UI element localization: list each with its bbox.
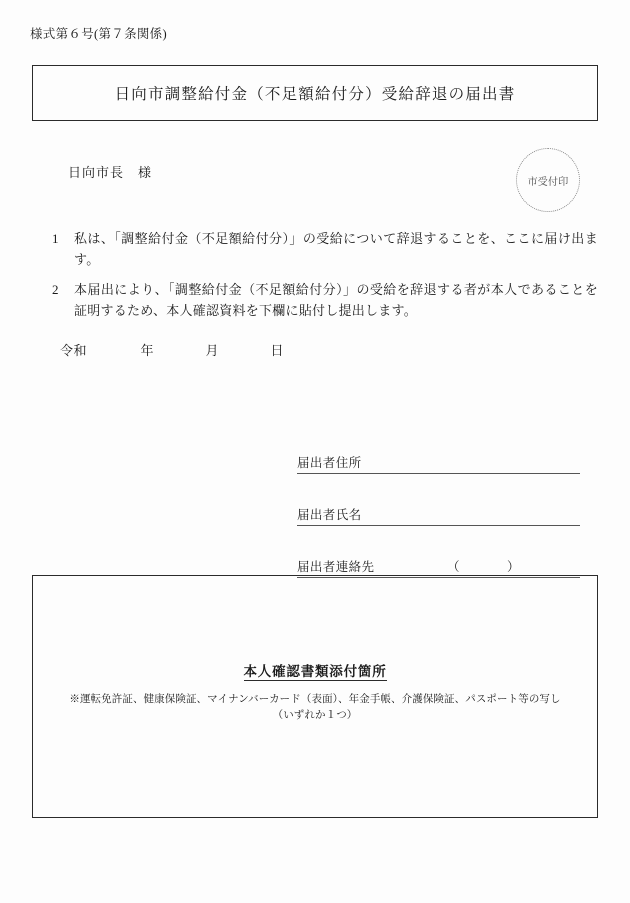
date-line[interactable] <box>60 340 284 359</box>
era-label: 令和 <box>60 343 88 358</box>
paren-open: （ <box>447 560 460 574</box>
addressee-line: 日向市長 様 <box>68 165 153 180</box>
paren-close: ） <box>506 560 520 574</box>
attachment-heading: 本人確認書類添付箇所 <box>243 664 387 679</box>
city-receipt-seal-icon <box>516 148 580 212</box>
attachment-note <box>45 692 585 724</box>
filer-contact-label: 届出者連絡先 <box>297 560 375 574</box>
filer-contact-field[interactable] <box>297 534 580 578</box>
title-box <box>32 65 598 121</box>
clause-number: 1 <box>52 231 59 246</box>
clause-text: 本届出により、「調整給付金（不足額給付分）」の受給を辞退する者が本人であることを証明するため、本人確認資料を下欄に貼付し提出します。 <box>74 282 598 319</box>
clause-item <box>52 279 598 321</box>
filer-address-label: 届出者住所 <box>297 456 362 470</box>
attachment-note-line1: ※運転免許証、健康保険証、マイナンバーカード（表面）、年金手帳、介護保険証、パスポート等の写し <box>69 694 561 705</box>
clause-number: 2 <box>52 282 59 298</box>
attachment-note-line2: （いずれか１つ） <box>272 709 358 721</box>
filer-address-field[interactable] <box>297 430 580 474</box>
clause-text: 私は、「調整給付金（不足額給付分）」の受給について辞退することを、ここに届け出ます。 <box>74 231 598 268</box>
clause-item <box>52 228 598 270</box>
filer-name-label: 届出者氏名 <box>297 508 362 522</box>
day-unit-label: 日 <box>270 343 285 358</box>
month-unit-label: 月 <box>205 343 220 358</box>
page-title: 日向市調整給付金（不足額給付分）受給辞退の届出書 <box>114 86 516 103</box>
year-unit-label: 年 <box>140 343 155 358</box>
form-number: 様式第６号(第７条関係) <box>30 27 167 41</box>
filer-contact-paren <box>447 557 520 575</box>
seal-label: 市受付印 <box>527 176 569 188</box>
id-attachment-box <box>32 575 598 818</box>
filer-name-field[interactable] <box>297 482 580 526</box>
clause-list <box>52 228 598 330</box>
filer-fields <box>297 430 580 578</box>
